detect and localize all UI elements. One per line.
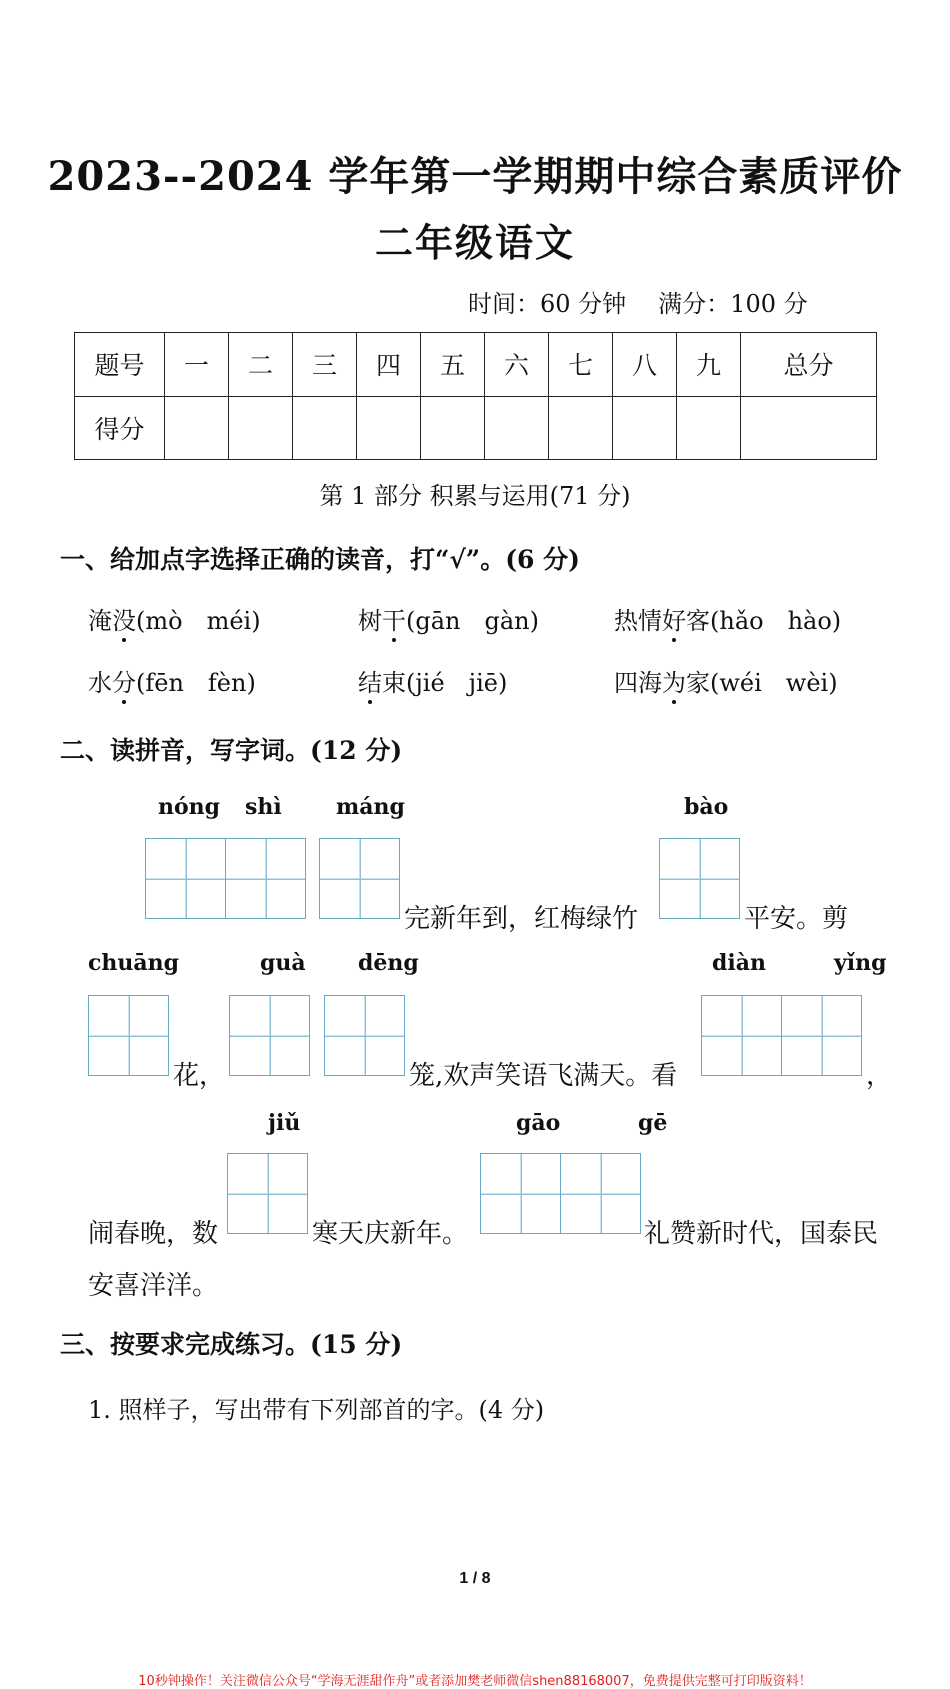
dotted-char: 干 — [382, 607, 406, 635]
grid-cell[interactable] — [324, 995, 405, 1076]
dotted-char: 分 — [112, 669, 136, 697]
score-header-cell: 七 — [549, 333, 613, 397]
item-options: (gān gàn) — [406, 607, 539, 635]
writing-grid[interactable] — [319, 838, 400, 919]
writing-grid[interactable] — [145, 838, 306, 919]
section-3-title: 三、按要求完成练习。(15 分) — [60, 1330, 403, 1359]
score-cell[interactable] — [677, 396, 741, 460]
pinyin-label: shì — [245, 794, 282, 820]
item-options: (mò méi) — [136, 607, 261, 635]
score-cell[interactable] — [357, 396, 421, 460]
exam-time: 时间：60 分钟 — [468, 290, 627, 318]
reading-item[interactable] — [88, 601, 261, 636]
fill-text: 花， — [173, 1061, 226, 1091]
score-cell[interactable] — [741, 396, 877, 460]
item-text: 热情 — [614, 607, 662, 635]
pinyin-label: guà — [260, 950, 306, 976]
fill-text: 礼赞新时代，国泰民 — [644, 1219, 879, 1249]
question-1: 1. 照样子，写出带有下列部首的字。(4 分) — [88, 1396, 545, 1424]
score-cell[interactable] — [485, 396, 549, 460]
page-number: 1 / 8 — [459, 1570, 491, 1587]
score-header-cell: 九 — [677, 333, 741, 397]
writing-grid[interactable] — [480, 1153, 641, 1234]
reading-item[interactable] — [358, 601, 539, 636]
score-cell[interactable] — [229, 396, 293, 460]
reading-item[interactable] — [614, 663, 838, 698]
item-text: 淹 — [88, 607, 112, 635]
score-header-cell: 一 — [165, 333, 229, 397]
fill-text: 寒天庆新年。 — [312, 1219, 469, 1249]
title-line-2: 二年级语文 — [374, 220, 575, 265]
writing-grid[interactable] — [227, 1153, 308, 1234]
score-header-cell: 五 — [421, 333, 485, 397]
pinyin-label: jiǔ — [268, 1110, 301, 1136]
pinyin-label: nóng — [158, 794, 221, 820]
item-options: 客(hǎo hào) — [686, 607, 842, 635]
pinyin-label: diàn — [712, 950, 766, 976]
writing-grid[interactable] — [229, 995, 310, 1076]
reading-item[interactable] — [358, 663, 507, 698]
item-options: 家(wéi wèi) — [686, 669, 838, 697]
grid-cell[interactable] — [88, 995, 169, 1076]
dotted-char: 结 — [358, 669, 382, 697]
part-1-title: 第 1 部分 积累与运用(71 分) — [319, 482, 631, 510]
grid-cell[interactable] — [227, 1153, 308, 1234]
grid-cell[interactable] — [145, 838, 226, 919]
score-cell[interactable] — [549, 396, 613, 460]
dotted-char: 好 — [662, 607, 686, 635]
score-table-header-row — [75, 333, 877, 397]
reading-item[interactable] — [88, 663, 256, 698]
pinyin-label: bào — [684, 794, 729, 820]
pinyin-label: dēng — [358, 950, 419, 976]
item-text: 树 — [358, 607, 382, 635]
grid-cell[interactable] — [480, 1153, 561, 1234]
grid-cell[interactable] — [561, 1153, 641, 1234]
score-header-cell: 四 — [357, 333, 421, 397]
score-header-cell: 二 — [229, 333, 293, 397]
score-header-cell: 三 — [293, 333, 357, 397]
footer-ad-text: 10秒钟操作！关注微信公众号“学海无涯甜作舟”或者添加樊老师微信shen88168007，免费提供完整可打印版资料！ — [138, 1674, 812, 1689]
writing-grid[interactable] — [88, 995, 169, 1076]
score-header-cell: 六 — [485, 333, 549, 397]
score-cell[interactable] — [421, 396, 485, 460]
section-2-title: 二、读拼音，写字词。(12 分) — [60, 736, 403, 765]
reading-item[interactable] — [614, 601, 841, 636]
score-table — [74, 332, 877, 460]
time-info — [468, 284, 808, 319]
writing-grid[interactable] — [659, 838, 740, 919]
writing-grid[interactable] — [324, 995, 405, 1076]
item-text: 四海 — [614, 669, 662, 697]
grid-cell[interactable] — [782, 995, 862, 1076]
fill-text: 闹春晚，数 — [88, 1219, 219, 1249]
pinyin-label: yǐng — [834, 950, 887, 976]
fill-text: 笼,欢声笑语飞满天。看 — [409, 1061, 678, 1091]
writing-grid[interactable] — [701, 995, 862, 1076]
grid-cell[interactable] — [319, 838, 400, 919]
item-text: 水 — [88, 669, 112, 697]
section-1-title: 一、给加点字选择正确的读音，打“√”。(6 分) — [60, 545, 580, 574]
pinyin-label: gē — [638, 1110, 668, 1136]
full-score: 满分：100 分 — [658, 290, 808, 318]
grid-cell[interactable] — [701, 995, 782, 1076]
pinyin-label: gāo — [516, 1110, 561, 1136]
grid-cell[interactable] — [226, 838, 306, 919]
fill-text: 平安。剪 — [744, 904, 849, 934]
fill-text: 完新年到，红梅绿竹 — [404, 904, 639, 934]
score-header-cell: 总分 — [741, 333, 877, 397]
pinyin-label: máng — [336, 794, 405, 820]
score-table-score-row — [75, 396, 877, 460]
score-header-cell: 八 — [613, 333, 677, 397]
item-options: 束(jié jiē) — [382, 669, 508, 697]
pinyin-label: chuāng — [88, 950, 180, 976]
fill-text: 安喜洋洋。 — [88, 1271, 219, 1301]
score-cell[interactable] — [613, 396, 677, 460]
title-line-1: 2023--2024 学年第一学期期中综合素质评价 — [47, 153, 903, 200]
score-cell[interactable] — [165, 396, 229, 460]
grid-cell[interactable] — [229, 995, 310, 1076]
score-header-cell: 题号 — [75, 333, 165, 397]
dotted-char: 为 — [662, 669, 686, 697]
item-options: (fēn fèn) — [136, 669, 256, 697]
grid-cell[interactable] — [659, 838, 740, 919]
dotted-char: 没 — [112, 607, 136, 635]
score-row-label: 得分 — [75, 396, 165, 460]
score-cell[interactable] — [293, 396, 357, 460]
fill-text: ， — [866, 1061, 893, 1091]
